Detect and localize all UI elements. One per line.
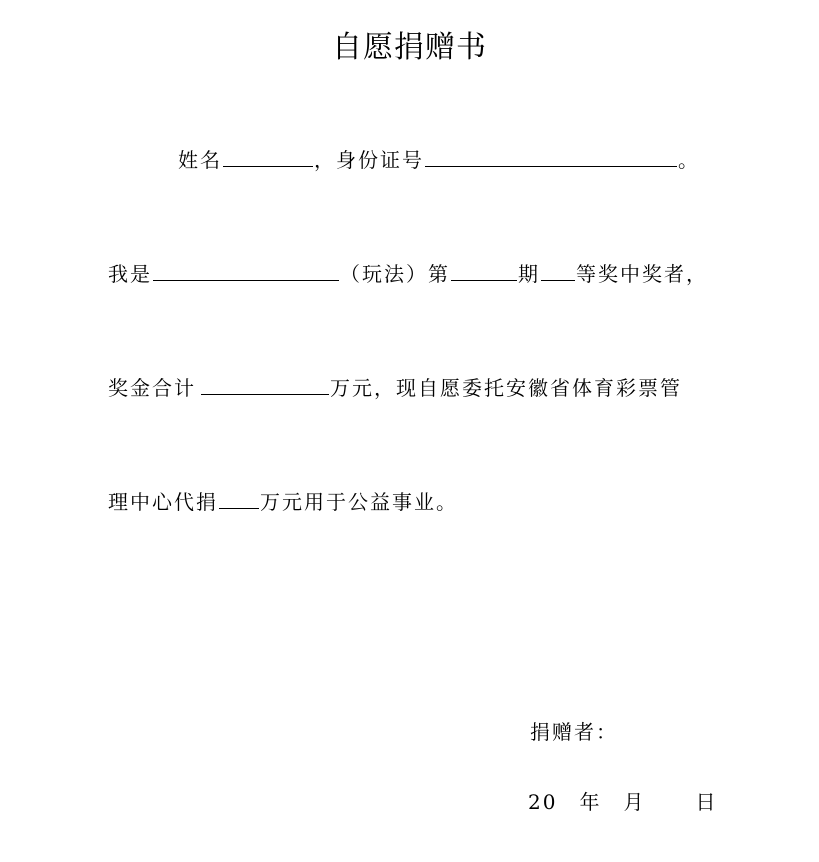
winner-line xyxy=(108,258,708,287)
prize-level-blank[interactable] xyxy=(541,260,575,281)
donation-suffix: 万元用于公益事业。 xyxy=(260,490,458,514)
play-label: （玩法）第 xyxy=(340,262,450,286)
donor-signature-label: 捐赠者： xyxy=(530,720,618,744)
lottery-type-blank[interactable] xyxy=(153,260,339,281)
winner-prefix: 我是 xyxy=(108,262,152,286)
name-id-line xyxy=(178,144,700,173)
period-label: 期 xyxy=(518,262,540,286)
id-number-blank[interactable] xyxy=(425,146,677,167)
id-label: ，身份证号 xyxy=(314,148,424,172)
month-label: 月 xyxy=(623,790,646,814)
prize-amount-line xyxy=(108,372,682,401)
prize-amount-suffix: 万元，现自愿委托安徽省体育彩票管 xyxy=(330,376,682,400)
winner-suffix: 等奖中奖者， xyxy=(576,262,708,286)
donation-amount-blank[interactable] xyxy=(219,488,259,509)
period-mark: 。 xyxy=(678,148,700,172)
prize-amount-blank[interactable] xyxy=(201,374,329,395)
year-label: 年 xyxy=(579,790,602,814)
donation-prefix: 理中心代捐 xyxy=(108,490,218,514)
day-label: 日 xyxy=(695,790,718,814)
name-blank[interactable] xyxy=(223,146,313,167)
date-line xyxy=(528,786,717,815)
issue-blank[interactable] xyxy=(451,260,517,281)
donation-line xyxy=(108,486,458,515)
document-title: 自愿捐赠书 xyxy=(332,30,487,65)
year-prefix: 20 xyxy=(528,790,558,814)
name-label: 姓名 xyxy=(178,148,222,172)
prize-total-label: 奖金合计 xyxy=(108,376,196,400)
